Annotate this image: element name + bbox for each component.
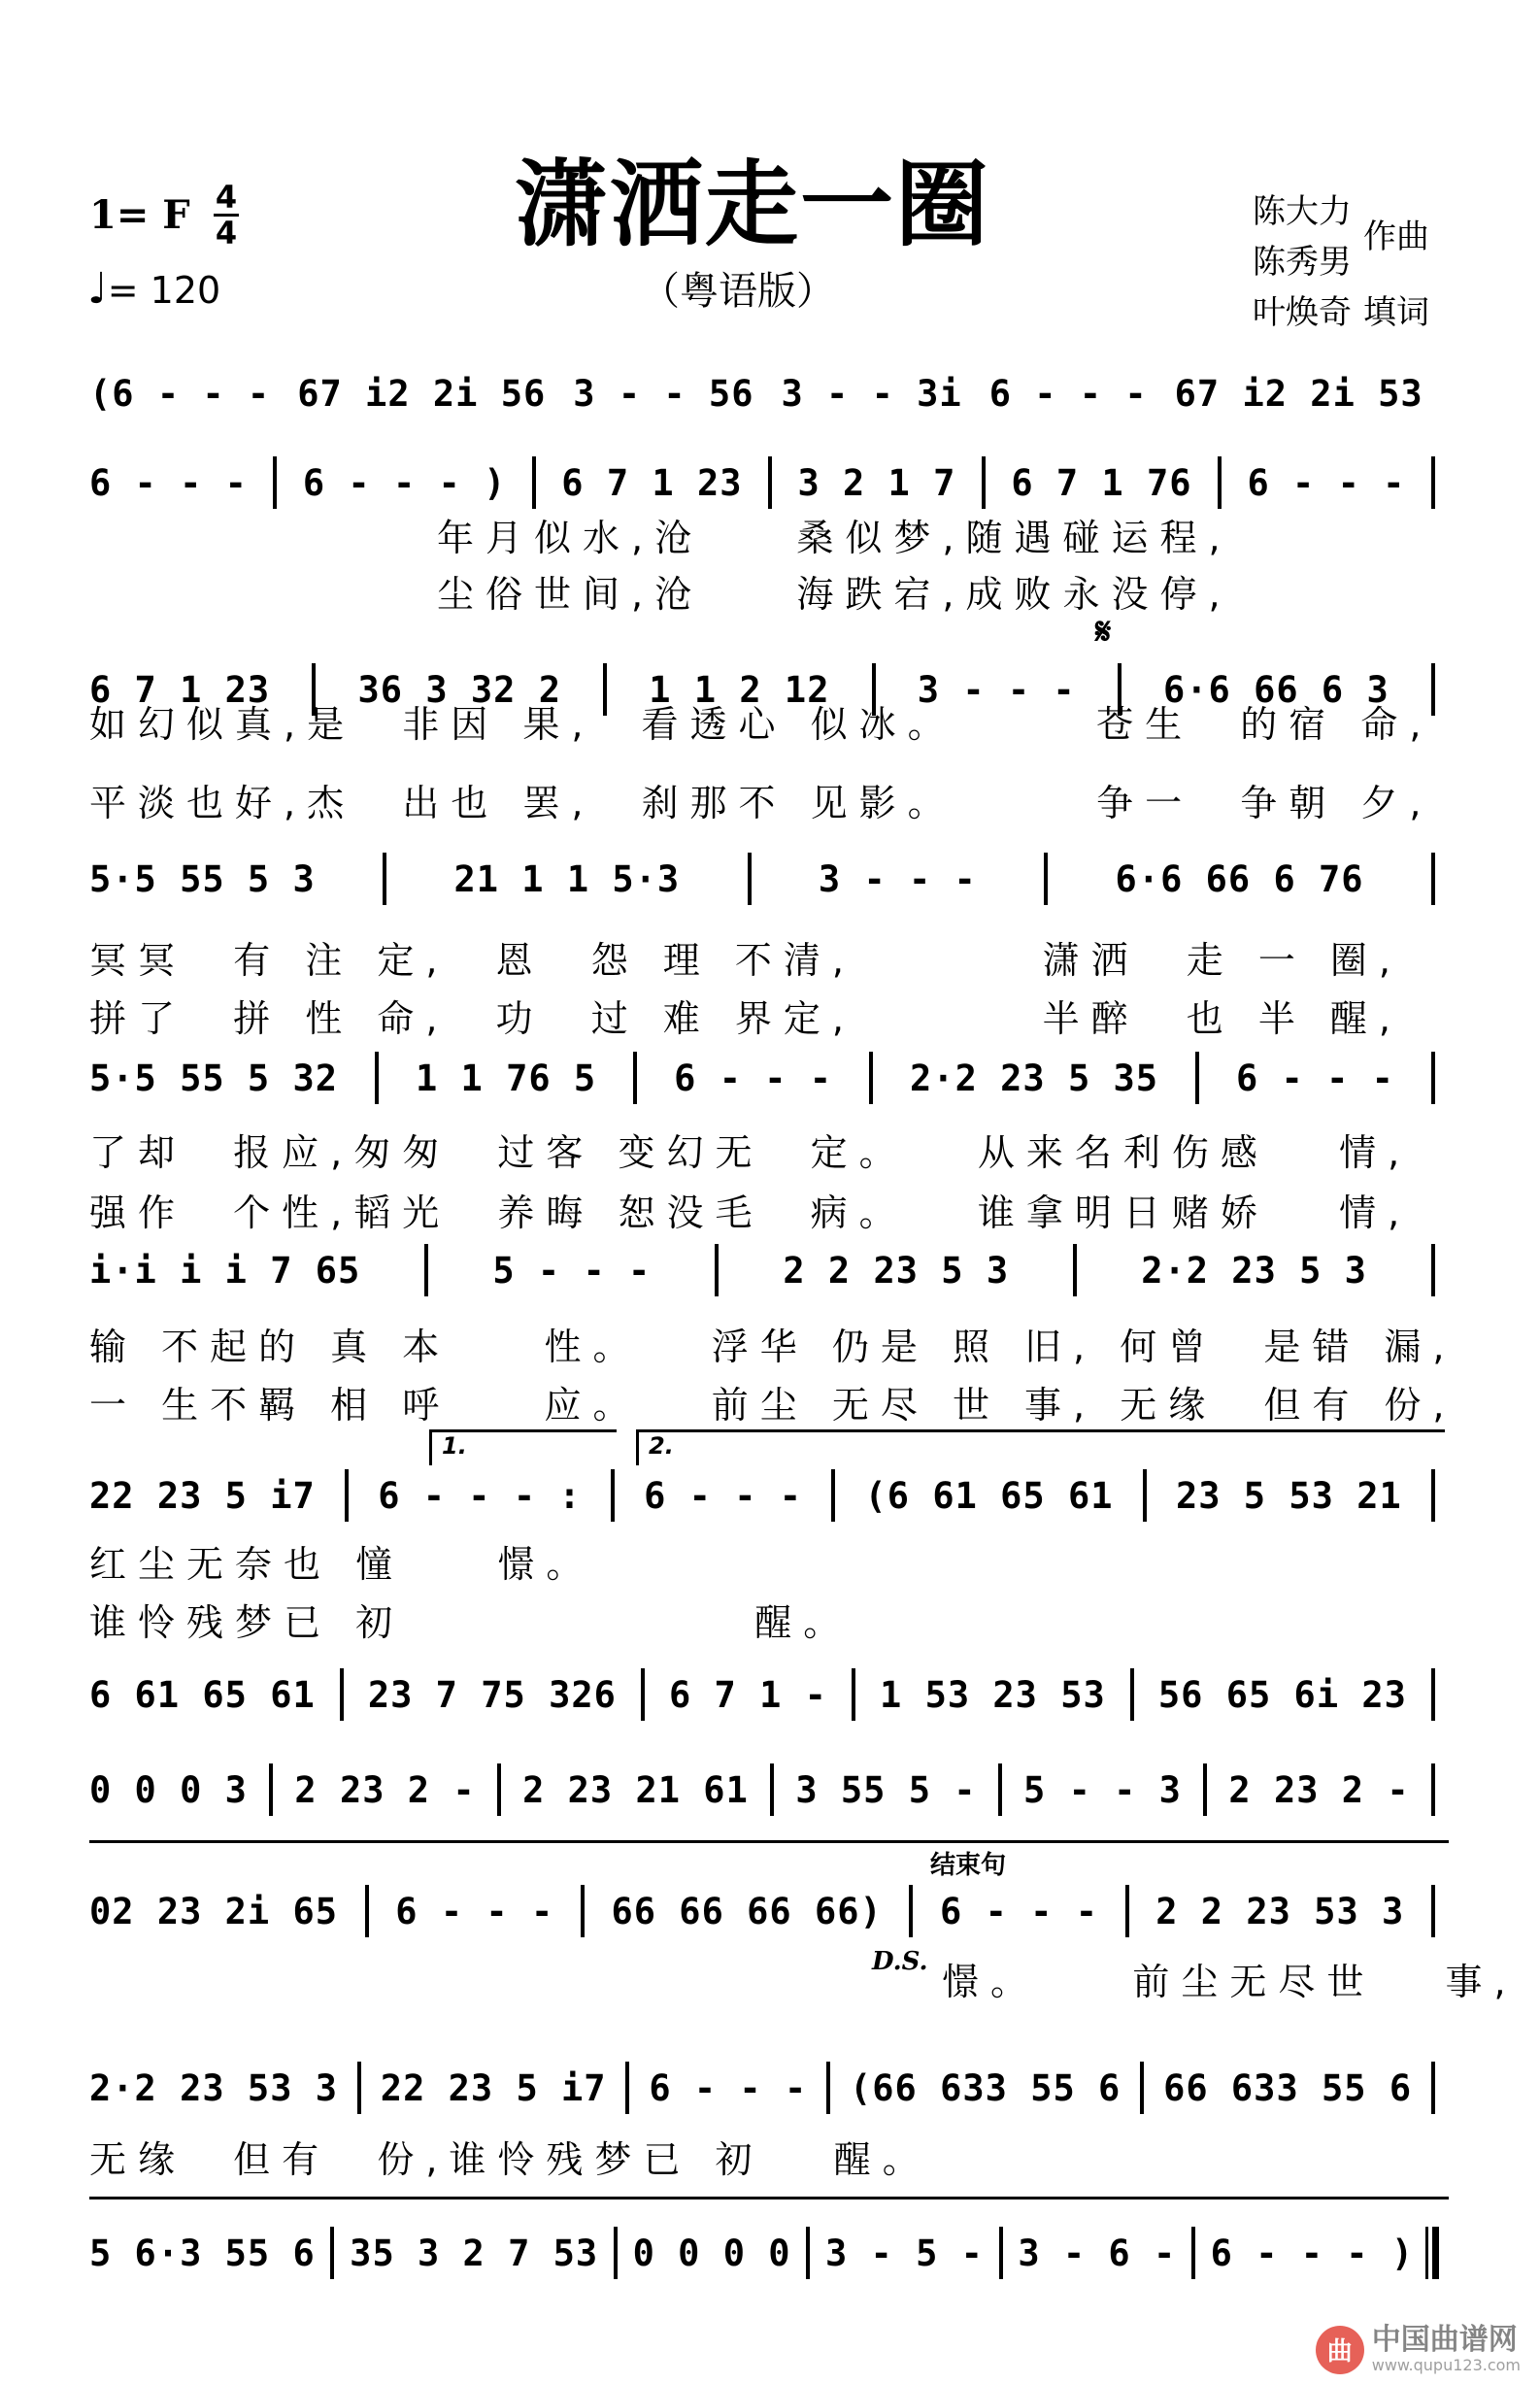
- bar-line: [1431, 1885, 1435, 1937]
- measure: 1 1 2 12: [649, 668, 830, 711]
- notation-row: [89, 456, 1449, 509]
- lyrics-verse-1: 输 不起的 真 本 性。 浮华 仍是 照 旧, 何曾 是错 漏,: [89, 1326, 1456, 1368]
- measure: 1 53 23 53: [880, 1673, 1106, 1716]
- measure: 67 i2 2i 53: [1174, 372, 1423, 415]
- bar-line: [1218, 456, 1222, 509]
- lyrics-verse-2: 谁怜残梦已 初 醒。: [89, 1601, 853, 1644]
- lyrics-verse-1: 了却 报应,匆匆 过客 变幻无 定。 从来名利伤感 情,: [89, 1131, 1412, 1174]
- measure: 0 0 0 0: [632, 2232, 791, 2274]
- notation-row: [89, 2062, 1449, 2114]
- measure: 3 - - 3i: [781, 372, 962, 415]
- volta-second: [636, 1429, 1445, 1465]
- notation-row: [89, 2227, 1449, 2279]
- bar-line: [715, 1244, 719, 1296]
- measure: 6 - - -: [1247, 461, 1406, 504]
- bar-line: [365, 1885, 369, 1937]
- notation-row: [89, 1763, 1449, 1816]
- notation-row: [89, 853, 1449, 905]
- measure: 2 23 21 61: [522, 1768, 749, 1811]
- lyrics-verse-1: 年月似水,沧 桑似梦,随遇碰运程,: [437, 517, 1232, 559]
- bar-line: [869, 1052, 873, 1104]
- bar-line: [383, 853, 386, 905]
- measure: 2 2 23 5 3: [783, 1249, 1010, 1292]
- measure: i·i i i 7 65: [89, 1249, 361, 1292]
- time-signature: [212, 181, 241, 250]
- measure: 6 - - - ): [1210, 2232, 1415, 2274]
- bar-line: [1431, 1052, 1435, 1104]
- measure: 35 3 2 7 53: [350, 2232, 599, 2274]
- measure: 6 - - -: [988, 372, 1148, 415]
- bar-line: [357, 2062, 361, 2114]
- bar-line: [1425, 2227, 1439, 2279]
- bar-line: [1195, 1052, 1199, 1104]
- bar-line: [1431, 456, 1435, 509]
- bar-line: [1431, 853, 1435, 905]
- bar-line: [768, 456, 772, 509]
- measure: 2 23 2 -: [1228, 1768, 1410, 1811]
- bar-line: [1431, 2062, 1435, 2114]
- dal-segno-marking: D.S.: [872, 1947, 928, 1976]
- measure: 3 - 6 -: [1018, 2232, 1177, 2274]
- lyrics-verse-1: 无缘 但有 份,谁怜残梦已 初 醒。: [89, 2138, 931, 2181]
- bar-line: [340, 1668, 344, 1721]
- time-signature-top: 4: [215, 179, 238, 216]
- measure: 6 7 1 23: [561, 461, 743, 504]
- measure: 6 - - -: [940, 1890, 1098, 1932]
- bar-line: [581, 1885, 585, 1937]
- lyrics-verse-2: 强作 个性,韬光 养晦 恕没毛 病。 谁拿明日赌娇 情,: [89, 1192, 1412, 1234]
- notation-row: [89, 1244, 1449, 1296]
- bar-line: [770, 1763, 774, 1816]
- bar-line: [999, 2227, 1003, 2279]
- bar-line: [826, 2062, 830, 2114]
- measure: 3 55 5 -: [795, 1768, 977, 1811]
- measure: 2·2 23 5 35: [910, 1057, 1159, 1099]
- measure: 2·2 23 5 3: [1141, 1249, 1367, 1292]
- song-title: 潇洒走一圈: [515, 151, 990, 259]
- measure: (6 - - -: [89, 372, 271, 415]
- measure: 3 - - 56: [573, 372, 754, 415]
- measure: (66 633 55 6: [850, 2066, 1122, 2109]
- lyrics-verse-1: 冥冥 有 注 定, 恩 怨 理 不清, 潇洒 走 一 圈,: [89, 939, 1402, 982]
- notation-row: [89, 367, 1449, 420]
- bar-line: [375, 1052, 379, 1104]
- measure: 2 23 2 -: [294, 1768, 476, 1811]
- measure: (6 61 65 61: [864, 1474, 1114, 1517]
- bar-line: [1130, 1668, 1134, 1721]
- measure: 6 - - - ): [302, 461, 507, 504]
- lyrics-verse-1: 如幻似真,是 非因 果, 看透心 似冰。 苍生 的宿 命,: [89, 703, 1433, 746]
- measure: 6 7 1 76: [1011, 461, 1192, 504]
- lyrics-verse-2: 平淡也好,杰 出也 罢, 刹那不 见影。 争一 争朝 夕,: [89, 782, 1433, 824]
- measure: 6·6 66 6 76: [1115, 857, 1364, 900]
- quarter-note-icon: ♩: [87, 264, 108, 314]
- separator-line: [89, 2197, 1449, 2199]
- measure: 5 - - -: [492, 1249, 652, 1292]
- bar-line: [852, 1668, 855, 1721]
- measure: 6 - - -: [89, 461, 248, 504]
- measure: 6 - - -: [1236, 1057, 1394, 1099]
- measure: 5 - - 3: [1023, 1768, 1182, 1811]
- composer-role: 作曲: [1363, 218, 1429, 256]
- measure: 6 7 1 -: [669, 1673, 827, 1716]
- watermark-url: www.qupu123.com: [1371, 2356, 1521, 2374]
- time-signature-bottom: 4: [215, 215, 238, 252]
- tempo-marking: [87, 264, 220, 314]
- measure: 6 7 1 23: [89, 668, 271, 711]
- song-subtitle: （粤语版）: [641, 269, 835, 314]
- bar-line: [625, 2062, 629, 2114]
- bar-line: [273, 456, 277, 509]
- measure: 36 3 32 2: [357, 668, 561, 711]
- lyrics-verse-1: 红尘无奈也 憧 憬。: [89, 1543, 595, 1586]
- volta-first: [429, 1429, 617, 1465]
- bar-line: [831, 1469, 835, 1522]
- bar-line: [424, 1244, 428, 1296]
- measure: 6 - - -: [674, 1057, 833, 1099]
- tempo-value: = 120: [107, 269, 221, 312]
- bar-line: [641, 1668, 645, 1721]
- bar-line: [909, 1885, 913, 1937]
- bar-line: [1125, 1885, 1129, 1937]
- measure: 2·2 23 53 3: [89, 2066, 339, 2109]
- lyrics-verse-2: 尘俗世间,沧 海跌宕,成败永没停,: [437, 573, 1232, 616]
- composers: 陈大力 陈秀男: [1253, 192, 1352, 282]
- volta-first-label: 1.: [442, 1432, 467, 1460]
- bar-line: [614, 2227, 618, 2279]
- measure: 6 - - -: [395, 1890, 554, 1932]
- measure: 67 i2 2i 56: [297, 372, 547, 415]
- lyrics-verse-1: 憬。 前尘无尽世 事,: [942, 1961, 1518, 2003]
- measure: 22 23 5 i7: [89, 1474, 316, 1517]
- measure: 3 - - -: [818, 857, 977, 900]
- measure: 02 23 2i 65: [89, 1890, 339, 1932]
- measure: 3 - - -: [917, 668, 1076, 711]
- watermark: [1316, 2325, 1521, 2374]
- bar-line: [1143, 1469, 1147, 1522]
- bar-line: [1140, 2062, 1144, 2114]
- bar-line: [1431, 1763, 1435, 1816]
- bar-line: [611, 1469, 615, 1522]
- measure: 3 - 5 -: [824, 2232, 984, 2274]
- bar-line: [497, 1763, 501, 1816]
- lyrics-verse-2: 拼了 拼 性 命, 功 过 难 界定, 半醉 也 半 醒,: [89, 997, 1402, 1040]
- bar-line: [806, 2227, 810, 2279]
- measure: 5·5 55 5 3: [89, 857, 316, 900]
- notation-row: [89, 1668, 1449, 1721]
- lyricist-role: 填词: [1363, 293, 1429, 332]
- measure: 3 2 1 7: [797, 461, 956, 504]
- measure: 6·6 66 6 3: [1162, 668, 1389, 711]
- credits: [1253, 186, 1429, 338]
- measure: 5·5 55 5 32: [89, 1057, 339, 1099]
- notation-row: [89, 1885, 1449, 1937]
- bar-line: [1431, 1668, 1435, 1721]
- measure: 56 65 6i 23: [1157, 1673, 1407, 1716]
- ending-label: 结束句: [930, 1851, 1007, 1880]
- volta-second-label: 2.: [649, 1432, 674, 1460]
- measure: 2 2 23 53 3: [1155, 1890, 1405, 1932]
- measure: 66 633 55 6: [1163, 2066, 1413, 2109]
- separator-line: [89, 1840, 1449, 1843]
- bar-line: [982, 456, 986, 509]
- bar-line: [1073, 1244, 1077, 1296]
- lyricist: 叶焕奇: [1253, 293, 1352, 332]
- measure: 5 6·3 55 6: [89, 2232, 316, 2274]
- bar-line: [998, 1763, 1002, 1816]
- bar-line: [1431, 1244, 1435, 1296]
- measure: 22 23 5 i7: [380, 2066, 607, 2109]
- bar-line: [1431, 1469, 1435, 1522]
- measure: 0 0 0 3: [89, 1768, 248, 1811]
- bar-line: [269, 1763, 273, 1816]
- measure: 66 66 66 66): [611, 1890, 883, 1932]
- lyrics-verse-2: 一 生不羁 相 呼 应。 前尘 无尽 世 事, 无缘 但有 份,: [89, 1384, 1456, 1427]
- segno-icon: 𝄋: [1095, 610, 1112, 653]
- notation-row: [89, 1052, 1449, 1104]
- watermark-text: 中国曲谱网: [1371, 2323, 1518, 2357]
- measure: 21 1 1 5·3: [453, 857, 681, 900]
- measure: 6 - - -: [644, 1474, 803, 1517]
- bar-line: [532, 456, 536, 509]
- notation-row: [89, 1469, 1449, 1522]
- watermark-logo-icon: 曲: [1316, 2326, 1364, 2374]
- bar-line: [1191, 2227, 1195, 2279]
- measure: 6 61 65 61: [89, 1673, 316, 1716]
- bar-line: [330, 2227, 334, 2279]
- bar-line: [633, 1052, 637, 1104]
- bar-line: [1203, 1763, 1207, 1816]
- bar-line: [1044, 853, 1048, 905]
- measure: 6 - - -: [649, 2066, 808, 2109]
- measure: 6 - - - :: [378, 1474, 582, 1517]
- bar-line: [345, 1469, 349, 1522]
- bar-line: [748, 853, 752, 905]
- measure: 23 7 75 326: [367, 1673, 617, 1716]
- measure: 1 1 76 5: [415, 1057, 597, 1099]
- measure: 23 5 53 21: [1175, 1474, 1402, 1517]
- key-signature: 1= F: [89, 192, 190, 238]
